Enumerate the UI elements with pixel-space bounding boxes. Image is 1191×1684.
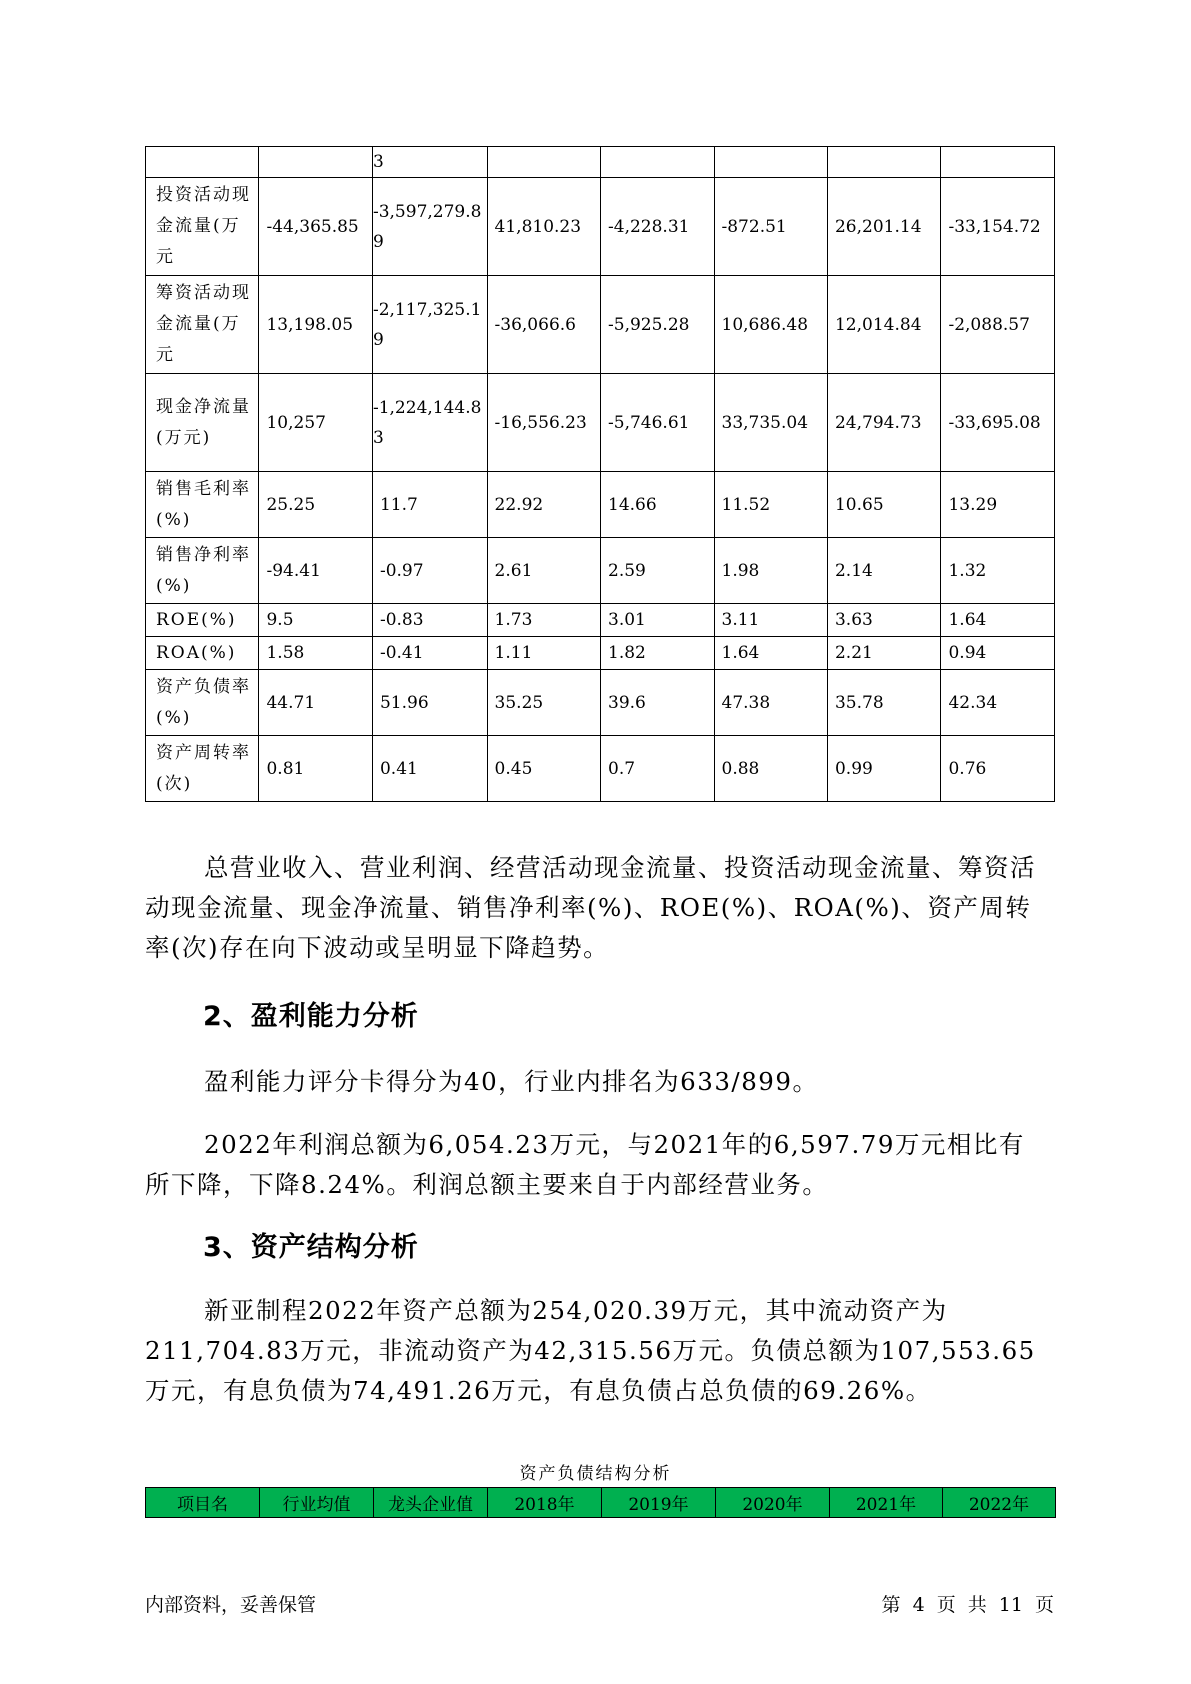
table-cell: 41,810.23 [487,178,600,276]
row-label [146,147,259,178]
table-cell: 24,794.73 [827,374,940,472]
table-cell: -0.97 [372,538,487,604]
section-heading-asset-structure: 3、资产结构分析 [203,1232,419,1263]
table-cell: 0.88 [714,736,827,802]
table-cell: -2,117,325.19 [372,276,487,374]
column-header: 2018年 [488,1488,602,1518]
table-cell: 1.64 [941,604,1055,637]
table-cell: -2,088.57 [941,276,1055,374]
table-cell [827,147,940,178]
table-row [146,670,1055,736]
table-cell: 35.25 [487,670,600,736]
table-cell: -33,695.08 [941,374,1055,472]
table-cell: 1.73 [487,604,600,637]
table-cell: 0.99 [827,736,940,802]
table-cell: -872.51 [714,178,827,276]
column-header: 2019年 [602,1488,716,1518]
table-cell: 51.96 [372,670,487,736]
table-row [146,736,1055,802]
table-cell: 3.01 [601,604,714,637]
table-cell [941,147,1055,178]
section-heading-profitability: 2、盈利能力分析 [203,1001,419,1032]
table-cell: 1.32 [941,538,1055,604]
table-cell: -3,597,279.89 [372,178,487,276]
row-label: 销售净利率(%) [146,538,259,604]
table-cell: 39.6 [601,670,714,736]
table-cell: 10.65 [827,472,940,538]
table-cell: 26,201.14 [827,178,940,276]
table-cell: -0.41 [372,637,487,670]
row-label: 现金净流量(万元) [146,374,259,472]
table-cell [259,147,372,178]
table-cell [601,147,714,178]
table-cell: -16,556.23 [487,374,600,472]
table-cell: 47.38 [714,670,827,736]
table-cell: 2.21 [827,637,940,670]
row-label: 资产周转率(次) [146,736,259,802]
table-cell: 0.81 [259,736,372,802]
asset-structure-paragraph: 新亚制程2022年资产总额为254,020.39万元，其中流动资产为211,704.83万元，非流动资产为42,315.56万元。负债总额为107,553.65万元，有息负债为74,491.26万元，有息负债占总负债的69.26%。 [145,1296,1036,1405]
table-cell: 10,257 [259,374,372,472]
table-cell: 33,735.04 [714,374,827,472]
table-cell: 3.63 [827,604,940,637]
table-row [146,178,1055,276]
row-label: 投资活动现金流量(万元 [146,178,259,276]
column-header: 2022年 [943,1488,1056,1518]
table-cell: 3.11 [714,604,827,637]
table-cell: -94.41 [259,538,372,604]
table-cell: -1,224,144.83 [372,374,487,472]
table-cell: 35.78 [827,670,940,736]
table-cell: -44,365.85 [259,178,372,276]
table-cell: 1.64 [714,637,827,670]
table-cell: -0.83 [372,604,487,637]
table-cell: 1.82 [601,637,714,670]
table-cell: 10,686.48 [714,276,827,374]
table-cell: 2.14 [827,538,940,604]
table-cell: 0.45 [487,736,600,802]
table-cell: -5,746.61 [601,374,714,472]
table-cell: 13,198.05 [259,276,372,374]
table-cell: -4,228.31 [601,178,714,276]
table-header-row [146,1488,1056,1518]
table-cell: 11.52 [714,472,827,538]
table-row [146,276,1055,374]
table-cell: 13.29 [941,472,1055,538]
table-cell: -5,925.28 [601,276,714,374]
column-header: 龙头企业值 [374,1488,488,1518]
table-caption: 资产负债结构分析 [519,1464,672,1484]
table-cell: 1.98 [714,538,827,604]
table-cell [487,147,600,178]
table-cell: 1.58 [259,637,372,670]
column-header: 2020年 [716,1488,830,1518]
table-row [146,147,1055,178]
table-cell: 3 [372,147,487,178]
table-cell: 25.25 [259,472,372,538]
profit-total-paragraph: 2022年利润总额为6,054.23万元，与2021年的6,597.79万元相比有所下降，下降8.24%。利润总额主要来自于内部经营业务。 [145,1130,1025,1199]
table-row [146,604,1055,637]
table-cell: 44.71 [259,670,372,736]
profitability-score-paragraph: 盈利能力评分卡得分为40，行业内排名为633/899。 [204,1067,819,1096]
table-cell: 2.61 [487,538,600,604]
table-cell: -33,154.72 [941,178,1055,276]
row-label: 资产负债率(%) [146,670,259,736]
table-row [146,637,1055,670]
table-cell [714,147,827,178]
table-cell: 0.7 [601,736,714,802]
row-label: ROA(%) [146,637,259,670]
table-cell: 1.11 [487,637,600,670]
table-cell: 12,014.84 [827,276,940,374]
row-label: 销售毛利率(%) [146,472,259,538]
balance-structure-table [145,1487,1056,1518]
footer-page-number: 第 4 页 共 11 页 [881,1594,1054,1616]
footer-confidential-note: 内部资料，妥善保管 [145,1594,317,1616]
table-cell: 0.94 [941,637,1055,670]
column-header: 2021年 [830,1488,943,1518]
trend-summary-paragraph: 总营业收入、营业利润、经营活动现金流量、投资活动现金流量、筹资活动现金流量、现金净流量、销售净利率(%)、ROE(%)、ROA(%)、资产周转率(次)存在向下波动或呈明显下降趋势。 [145,853,1036,962]
table-cell: 0.76 [941,736,1055,802]
table-cell: 11.7 [372,472,487,538]
financial-indicators-table [145,146,1055,802]
table-cell: 2.59 [601,538,714,604]
table-row [146,538,1055,604]
table-cell: 9.5 [259,604,372,637]
table-cell: 42.34 [941,670,1055,736]
column-header: 项目名 [146,1488,260,1518]
table-cell: -36,066.6 [487,276,600,374]
table-cell: 14.66 [601,472,714,538]
table-cell: 22.92 [487,472,600,538]
row-label: 筹资活动现金流量(万元 [146,276,259,374]
table-row [146,374,1055,472]
row-label: ROE(%) [146,604,259,637]
table-cell: 0.41 [372,736,487,802]
column-header: 行业均值 [260,1488,374,1518]
table-row [146,472,1055,538]
